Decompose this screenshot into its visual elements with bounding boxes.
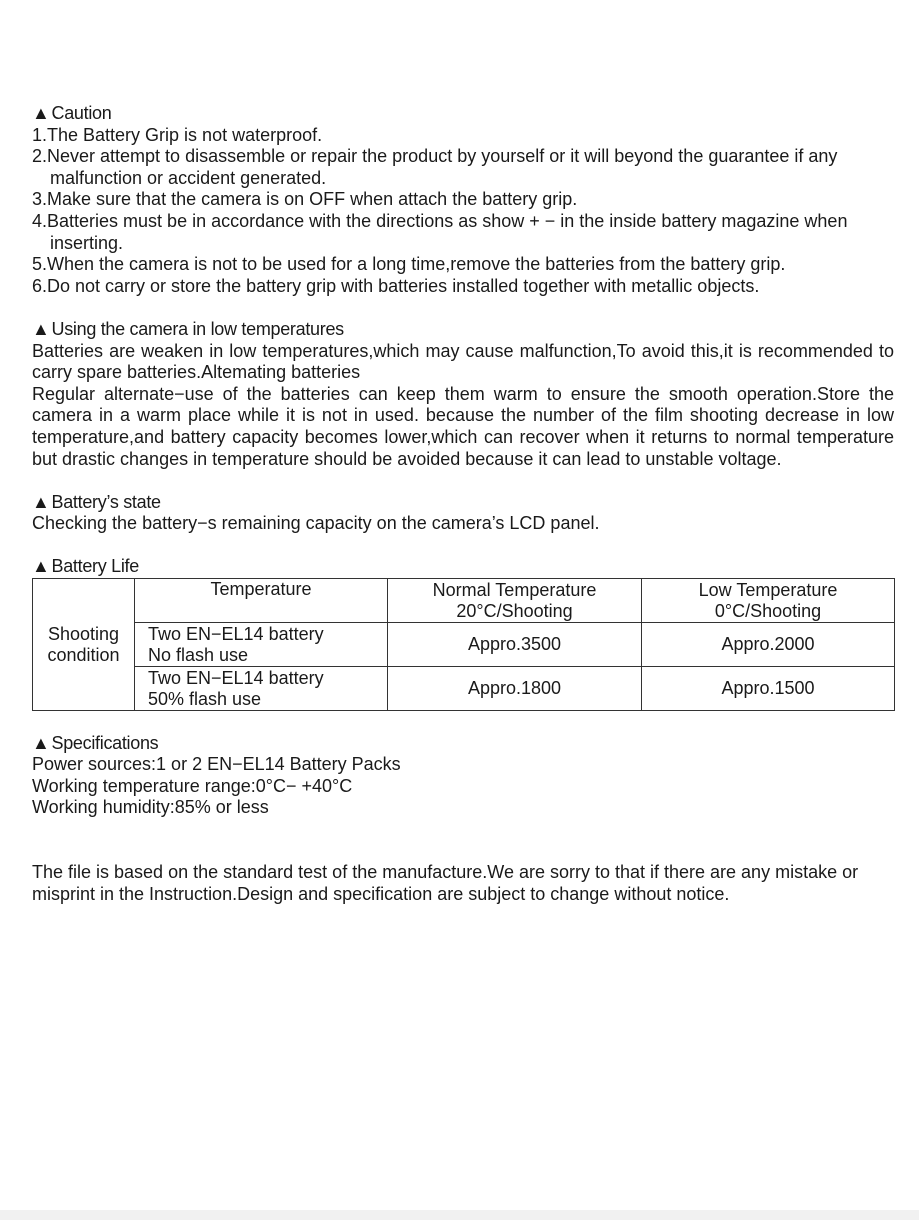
caution-item: 4.Batteries must be in accordance with the directions as show + − in the inside battery magazine when inserting. xyxy=(32,210,848,253)
normal-temperature-header: Normal Temperature 20°C/Shooting xyxy=(388,579,642,623)
shooting-condition-cell: Shooting condition xyxy=(33,579,135,711)
caution-item: 5.When the camera is not to be used for a long time,remove the batteries from the battery grip. xyxy=(32,254,786,275)
temperature-header: Temperature xyxy=(135,579,388,623)
table-header-row xyxy=(33,579,895,623)
low-temp-paragraph: Regular alternate−use of the batteries can keep them warm to ensure the smooth operation.Store the camera in a warm place while it is not in used. because the number of the film shooting decrease in low temperature,and battery capacity becomes lower,which can recover when it returns to normal temperature but drastic changes in temperature should be avoided because it can lead to unstable voltage. xyxy=(32,383,894,469)
battery-life-table xyxy=(32,578,895,711)
low-temperature-header: Low Temperature 0°C/Shooting xyxy=(642,579,895,623)
condition-cell: Two EN−EL14 battery No flash use xyxy=(135,623,388,667)
triangle-icon: ▲ xyxy=(32,318,50,339)
specifications-heading: ▲ Specifications xyxy=(32,732,159,753)
battery-state-text: Checking the battery−s remaining capacity on the camera’s LCD panel. xyxy=(32,513,600,534)
caution-item: 2.Never attempt to disassemble or repair the product by yourself or it will beyond the guarantee if any malfunction or accident generated. xyxy=(32,146,838,188)
triangle-icon: ▲ xyxy=(32,491,50,512)
condition-cell: Two EN−EL14 battery 50% flash use xyxy=(135,667,388,711)
triangle-icon: ▲ xyxy=(32,556,50,577)
triangle-icon: ▲ xyxy=(32,732,50,753)
battery-life-heading: ▲ Battery Life xyxy=(32,556,139,577)
low-value-cell: Appro.1500 xyxy=(642,667,895,711)
disclaimer-text: The file is based on the standard test of the manufacture.We are sorry to that if there are any mistake or misprint in the Instruction.Design and specification are subject to change without notice. xyxy=(32,862,859,904)
low-value-cell: Appro.2000 xyxy=(642,623,895,667)
spacer xyxy=(32,297,894,319)
table-row xyxy=(33,667,895,711)
table-row xyxy=(33,623,895,667)
normal-value-cell: Appro.3500 xyxy=(388,623,642,667)
triangle-icon: ▲ xyxy=(32,103,50,123)
spec-line: Working humidity:85% or less xyxy=(32,797,269,818)
manual-page xyxy=(32,103,894,905)
low-temp-heading: ▲ Using the camera in low temperatures xyxy=(32,318,344,339)
spacer xyxy=(32,819,894,862)
bottom-bar xyxy=(0,1210,919,1220)
spec-line: Power sources:1 or 2 EN−EL14 Battery Packs xyxy=(32,754,401,775)
normal-value-cell: Appro.1800 xyxy=(388,667,642,711)
spacer xyxy=(32,470,894,492)
low-temp-paragraph: Batteries are weaken in low temperatures,which may cause malfunction,To avoid this,it is recommended to carry spare batteries.Altemating batteries xyxy=(32,340,894,383)
battery-state-heading: ▲ Battery’s state xyxy=(32,491,161,512)
caution-heading: ▲ Caution xyxy=(32,103,112,123)
spacer xyxy=(32,535,894,557)
caution-item: 3.Make sure that the camera is on OFF when attach the battery grip. xyxy=(32,189,578,210)
caution-item: 1.The Battery Grip is not waterproof. xyxy=(32,124,323,145)
spacer xyxy=(32,711,894,733)
caution-item: 6.Do not carry or store the battery grip with batteries installed together with metallic objects. xyxy=(32,275,760,296)
spec-line: Working temperature range:0°C− +40°C xyxy=(32,775,353,796)
